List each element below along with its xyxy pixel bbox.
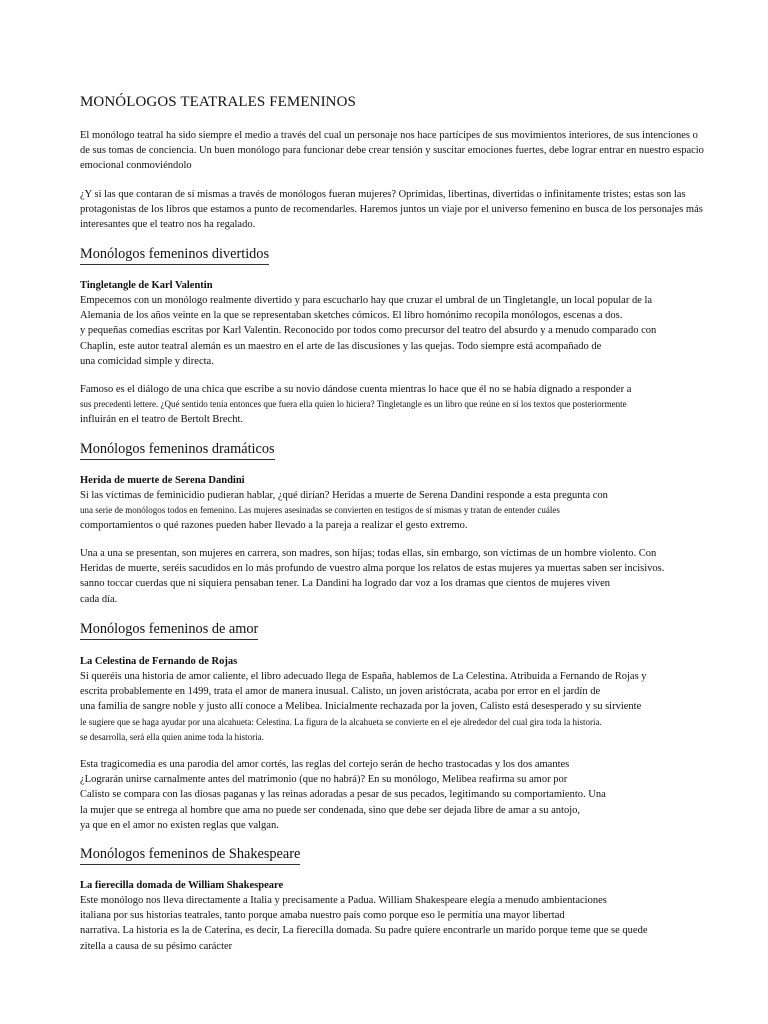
text-line: cada día. xyxy=(80,593,118,605)
section-paragraph-dramaticos-1 xyxy=(80,488,704,534)
section-heading-divertidos: Monólogos femeninos divertidos xyxy=(80,246,269,265)
text-line: Heridas de muerte, seréis sacudidos en lo más profundo de vuestro alma porque los relatos de estas mujeres ya muertas saben ser incisivos. xyxy=(80,563,665,575)
document-title: MONÓLOGOS TEATRALES FEMENINOS xyxy=(80,94,356,110)
text-line: Esta tragicomedia es una parodia del amor cortés, las reglas del cortejo serán de hecho trastocadas y los dos amantes xyxy=(80,759,570,770)
text-line: le sugiere que se haga ayudar por una alcahueta: Celestina. La figura de la alcahueta se convierte en el eje alrededor del cual gira toda la historia. xyxy=(80,716,602,727)
section-paragraph-shakespeare-1 xyxy=(80,893,704,954)
section-subtitle-celestina: La Celestina de Fernando de Rojas xyxy=(80,656,238,667)
text-line: ya que en el amor no existen reglas que valgan. xyxy=(80,819,279,831)
text-line: Calisto se compara con las diosas paganas y las reinas adoradas a pesar de sus pecados, legitimando su comportamiento. Una xyxy=(80,789,606,801)
text-line: Una a una se presentan, son mujeres en carrera, son madres, son hijas; todas ellas, sin embargo, son víctimas de un hombre violento. Con xyxy=(80,548,657,559)
text-line: comportamientos o qué razones pueden haber llevado a la pareja a realizar el gesto extremo. xyxy=(80,520,468,532)
intro-paragraph-2: ¿Y si las que contaran de sí mismas a través de monólogos fueran mujeres? Oprimidas, libertinas, divertidas o infinitamente tristes; estas son las protagonistas de los libros que estamos a punto de recomendarles. Haremos juntos un viaje por el universo femenino en busca de los personajes más interesantes que el teatro nos ha regalado. xyxy=(80,189,703,231)
text-line: influirán en el teatro de Bertolt Brecht. xyxy=(80,414,243,426)
text-line: ¿Lograrán unirse carnalmente antes del matrimonio (que no habrá)? En su monólogo, Melibea reafirma su amor por xyxy=(80,774,568,786)
section-subtitle-tingletangle: Tingletangle de Karl Valentin xyxy=(80,280,213,291)
text-line: Famoso es el diálogo de una chica que escribe a su novio dándose cuenta mientras lo hace que él no se había dignado a responder a xyxy=(80,384,632,395)
text-line: Si queréis una historia de amor caliente, el libro adecuado llega de España, hablemos de La Celestina. Atribuida a Fernando de Rojas y xyxy=(80,671,647,682)
text-line: Si las víctimas de feminicidio pudieran hablar, ¿qué dirían? Heridas a muerte de Serena Dandini responde a esta pregunta con xyxy=(80,490,608,501)
section-paragraph-amor-1 xyxy=(80,669,704,745)
text-line: escrita probablemente en 1499, trata el amor de manera inusual. Calisto, un joven aristócrata, acaba por error en el jardín de xyxy=(80,686,601,698)
text-line: sanno toccar cuerdas que ni siquiera pensaban tener. La Dandini ha logrado dar voz a los dramas que cientos de mujeres viven xyxy=(80,578,611,590)
intro-paragraph-1: El monólogo teatral ha sido siempre el medio a través del cual un personaje nos hace partícipes de sus movimientos interiores, de sus intenciones o de sus tomas de conciencia. Un buen monólogo para funcionar debe crear tensión y suscitar emociones fuertes, debe lograr entrar en nuestro espacio emocional conmoviéndolo xyxy=(80,130,704,172)
section-subtitle-fierecilla: La fierecilla domada de William Shakespeare xyxy=(80,880,284,891)
section-subtitle-herida: Herida de muerte de Serena Dandini xyxy=(80,475,245,486)
text-line: una familia de sangre noble y justo allí conoce a Melibea. Inicialmente rechazada por la joven, Calisto está desesperado y su sirviente xyxy=(80,701,642,713)
text-line: sus precedenti lettere. ¿Qué sentido tenía entonces que fuera ella quien lo hiciera? Tingletangle es un libro que reúne en sí los textos que posteriormente xyxy=(80,399,627,410)
text-line: Este monólogo nos lleva directamente a Italia y precisamente a Padua. William Shakespeare elegía a menudo ambientaciones xyxy=(80,895,607,906)
section-paragraph-amor-2 xyxy=(80,757,704,833)
section-paragraph-dramaticos-2 xyxy=(80,546,704,607)
text-line: Empecemos con un monólogo realmente divertido y para escucharlo hay que cruzar el umbral de un Tingletangle, un local popular de la xyxy=(80,295,653,306)
text-line: una comicidad simple y directa. xyxy=(80,355,214,367)
text-line: y pequeñas comedias escritas por Karl Valentin. Reconocido por todos como precursor del teatro del absurdo y a menudo comparado con xyxy=(80,325,657,337)
text-line: una serie de monólogos todos en femenino. Las mujeres asesinadas se convierten en testigos de sí mismas y tratan de entender cuáles xyxy=(80,505,560,516)
text-line: Chaplin, este autor teatral alemán es un maestro en el arte de las discusiones y las quejas. Todo siempre está acompañado de xyxy=(80,340,602,352)
section-paragraph-divertidos-1 xyxy=(80,293,704,369)
text-line: narrativa. La historia es la de Caterina, es decir, La fierecilla domada. Su padre quiere encontrarle un marido porque teme que se quede xyxy=(80,925,648,937)
text-line: se desarrolla, será ella quien anime toda la historia. xyxy=(80,731,264,742)
text-line: Alemania de los años veinte en la que se representaban sketches cómicos. El libro homónimo recopila monólogos, escenas a dos. xyxy=(80,310,623,322)
section-heading-shakespeare: Monólogos femeninos de Shakespeare xyxy=(80,846,300,865)
text-line: italiana por sus historias teatrales, tanto porque amaba nuestro país como porque eso le permitía una mayor libertad xyxy=(80,910,565,922)
text-line: zitella a causa de su pésimo carácter xyxy=(80,940,233,952)
section-heading-dramaticos: Monólogos femeninos dramáticos xyxy=(80,441,275,460)
section-paragraph-divertidos-2 xyxy=(80,382,704,428)
section-heading-amor: Monólogos femeninos de amor xyxy=(80,621,258,640)
text-line: la mujer que se entrega al hombre que ama no puede ser condenada, sino que debe ser dejada libre de amar a su antojo, xyxy=(80,804,581,816)
